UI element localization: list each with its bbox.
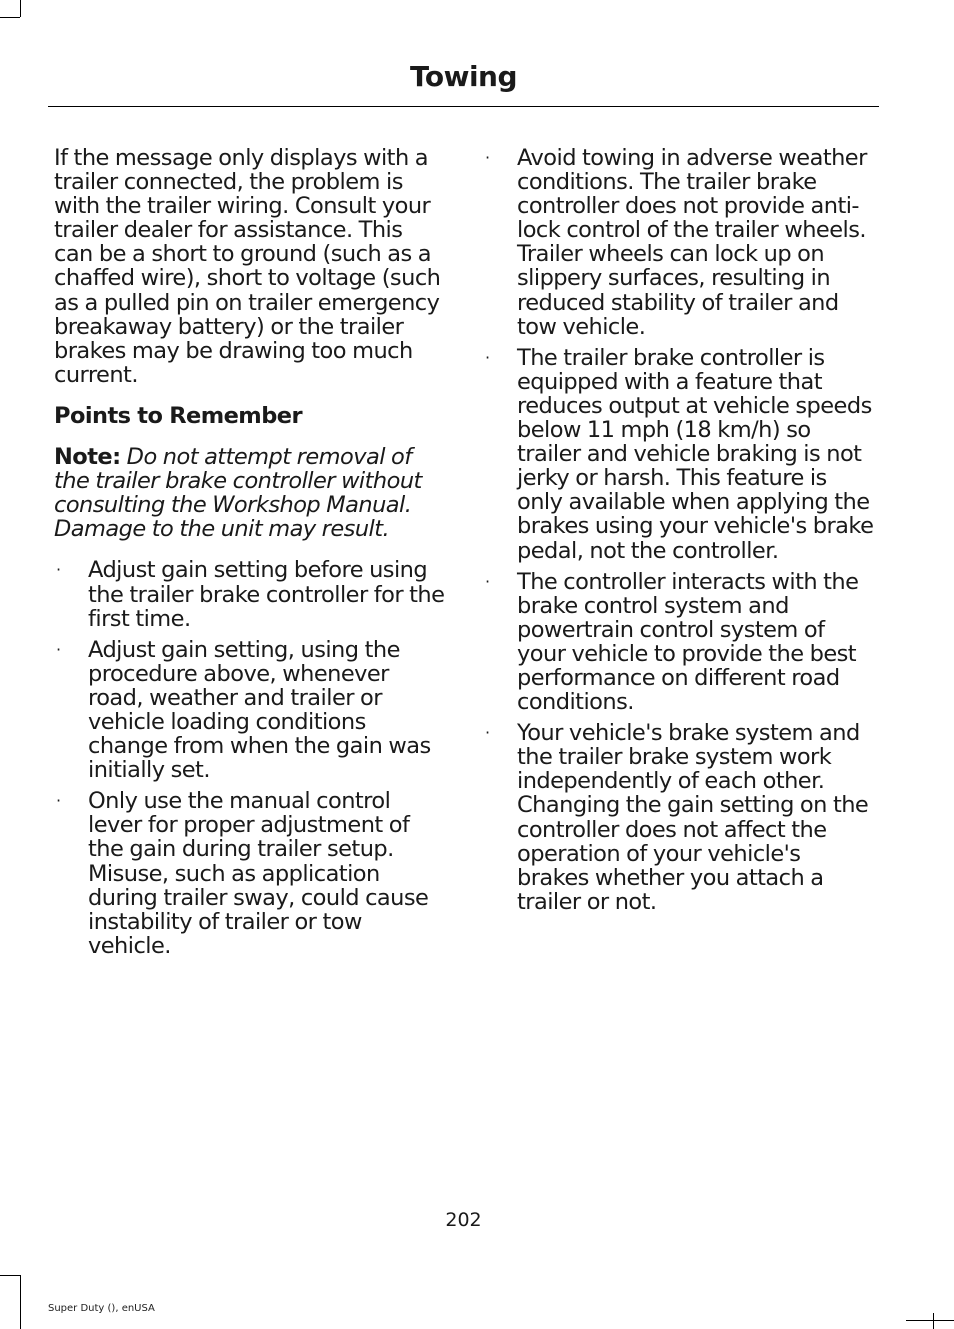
note-text: Do not attempt removal of the trailer brake controller without consulting the Workshop Manual. Damage to the unit may result. [54, 444, 422, 543]
crop-mark-bottom-right-v [933, 1313, 934, 1329]
crop-mark-top-left-h [0, 17, 20, 18]
list-item [54, 558, 446, 630]
list-item [54, 638, 446, 783]
header-rule [48, 106, 879, 107]
list-item-text: Avoid towing in adverse weather conditions. The trailer brake controller does not provide anti-lock control of the trailer wheels. Trailer wheels can lock up on slippery surfaces, resulting in reduced stability of trailer and tow vehicle. [517, 145, 867, 340]
page-number: 202 [445, 1209, 482, 1231]
list-item-text: Adjust gain setting, using the procedure above, whenever road, weather and trailer or vehicle loading conditions change from when the gain was initially set. [88, 636, 431, 784]
list-item-text: Only use the manual control lever for proper adjustment of the gain during trailer setup. Misuse, such as application during trailer sway, could cause instability of trailer or tow vehicle. [88, 788, 429, 959]
left-bullet-list [54, 558, 446, 958]
list-item [483, 570, 875, 715]
list-item-text: Your vehicle's brake system and the trailer brake system work independently of each other. Changing the gain setting on the controller does not affect the operation of your vehicle's brakes whether you attach a trailer or not. [517, 720, 869, 915]
bullet-icon: · [56, 791, 61, 811]
left-column [54, 146, 446, 965]
edition-label: Super Duty (), enUSA [48, 1303, 155, 1314]
list-item-text: The controller interacts with the brake control system and powertrain control system of your vehicle to provide the best performance on different road conditions. [517, 568, 859, 716]
list-item-text: Adjust gain setting before using the trailer brake controller for the first time. [88, 557, 445, 632]
list-item-text: The trailer brake controller is equipped with a feature that reduces output at vehicle speeds below 11 mph (18 km/h) so trailer and vehicle braking is not jerky or harsh. This feature is only available when applying the brakes using your vehicle's brake pedal, not the controller. [517, 344, 874, 564]
crop-mark-top-left-v [20, 0, 21, 17]
list-item [54, 789, 446, 958]
right-column [483, 146, 875, 921]
crop-mark-bottom-left-h [0, 1275, 20, 1276]
section-heading: Points to Remember [54, 402, 303, 429]
right-bullet-list [483, 146, 875, 914]
crop-mark-bottom-left-v [20, 1275, 21, 1329]
bullet-icon: · [485, 723, 490, 743]
list-item [483, 721, 875, 914]
bullet-icon: · [485, 347, 490, 367]
crop-mark-bottom-right-h [906, 1320, 954, 1321]
bullet-icon: · [485, 148, 490, 167]
page-title: Towing [409, 60, 518, 93]
bullet-icon: · [56, 560, 61, 580]
list-item [483, 346, 875, 563]
list-item [483, 146, 875, 339]
note-label: Note: [54, 444, 121, 471]
bullet-icon: · [56, 639, 61, 659]
bullet-icon: · [485, 571, 490, 591]
note [54, 445, 446, 541]
intro-paragraph: If the message only displays with a trailer connected, the problem is with the trailer wiring. Consult your trailer dealer for assistance. This can be a short to ground (such as a chaffed wire), short to voltage (such as a pulled pin on trailer emergency breakaway battery) or the trailer brakes may be drawing too much current. [54, 145, 441, 388]
